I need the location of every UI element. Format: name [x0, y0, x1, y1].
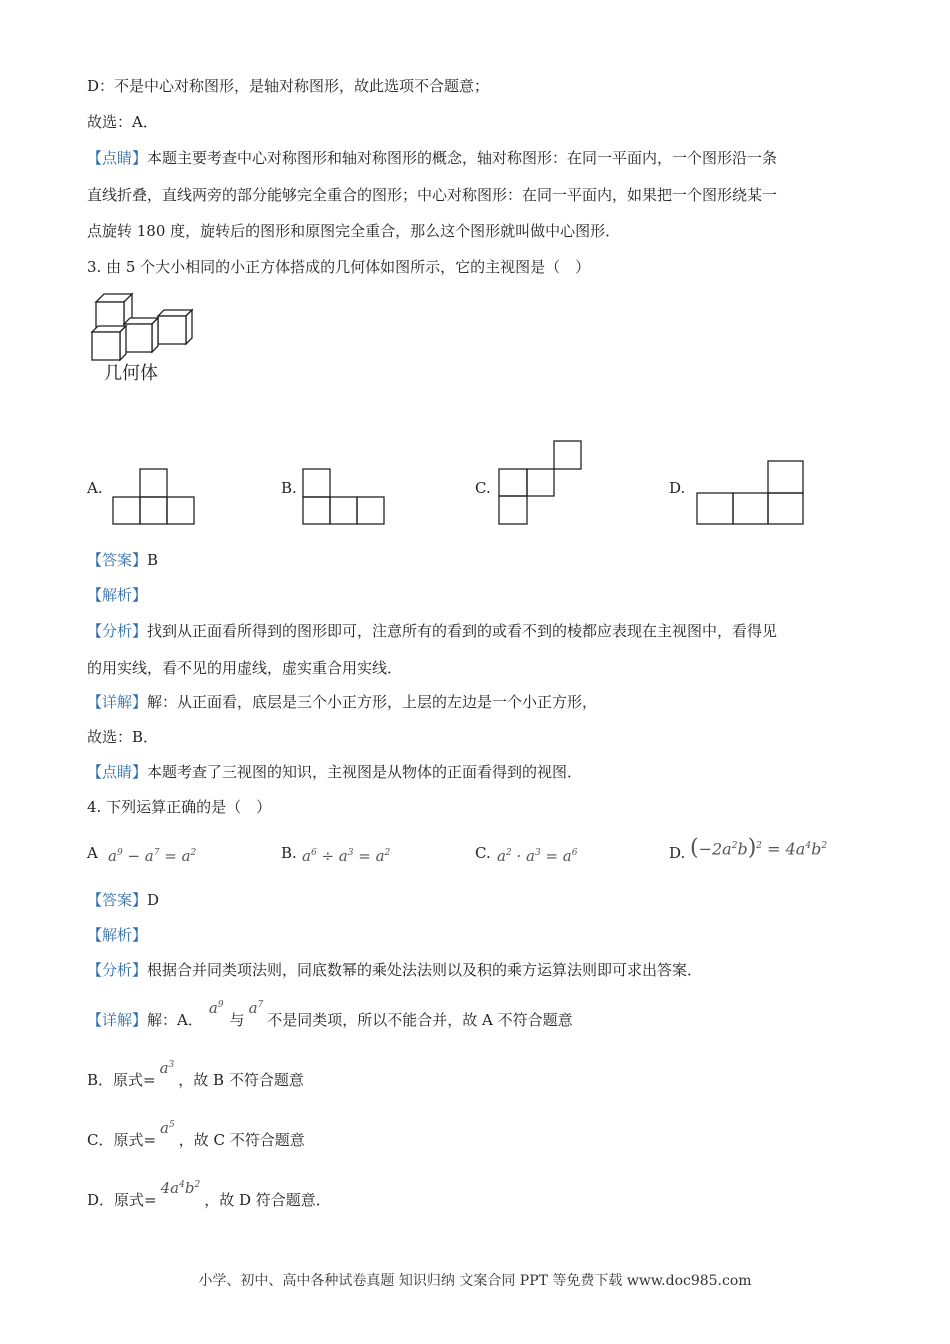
q4-option-b-formula: $a^6 \div a^3 = a^2$: [302, 847, 391, 865]
text-line: 的用实线，看不见的用虚线，虚实重合用实线．: [87, 659, 403, 677]
formula: $a^3$: [159, 1059, 175, 1077]
question-4: 4. 下列运算正确的是（ ）: [87, 798, 272, 816]
section-tag: 【点睛】: [87, 763, 148, 781]
text-line: 故选：B．: [87, 728, 159, 746]
formula: $4a^4b^2$: [160, 1179, 201, 1197]
formula: $a^9$: [208, 999, 224, 1017]
option-d-label: D.: [669, 479, 686, 497]
option-a-label: A.: [87, 479, 103, 497]
text-span: 与: [229, 1011, 245, 1029]
section-tag: 【解析】: [87, 586, 148, 604]
text-line: 故选：A．: [87, 113, 158, 131]
text-span: C．原式=: [87, 1131, 157, 1149]
text-line: 直线折叠，直线两旁的部分能够完全重合的图形；中心对称图形：在同一平面内，如果把一个图形绕某一: [87, 186, 778, 204]
option-c-label: C.: [475, 479, 491, 497]
answer-line: [87, 890, 159, 910]
option-b-figure: [302, 468, 386, 526]
text-span: 不是同类项，所以不能合并，故 A 不符合题意: [267, 1011, 573, 1029]
text-line: [87, 1119, 305, 1150]
text-line: [87, 960, 702, 980]
text-line: [87, 1059, 304, 1090]
section-tag: 【解析】: [87, 926, 148, 944]
option-b-label: B.: [281, 479, 297, 497]
section-tag: 【答案】: [87, 891, 148, 909]
section-tag: 【详解】: [87, 693, 148, 711]
text-span: ，故 C 不符合题意: [178, 1131, 305, 1149]
text-line: [87, 621, 777, 641]
option-c-figure: [498, 440, 584, 526]
text-span: ，故 B 不符合题意: [178, 1071, 304, 1089]
answer-value: D: [147, 891, 160, 909]
q4-option-b-label: B.: [281, 844, 297, 862]
formula: $a^5$: [160, 1119, 175, 1137]
formula: $a^7$: [248, 999, 264, 1017]
text-span: 本题主要考查中心对称图形和轴对称图形的概念，轴对称图形：在同一平面内，一个图形沿一条: [147, 149, 778, 167]
page-footer: 小学、初中、高中各种试卷真题 知识归纳 文案合同 PPT 等免费下载 www.doc985.com: [198, 1273, 752, 1289]
text-line: [87, 1179, 331, 1210]
section-tag: 【点睛】: [87, 149, 148, 167]
text-line: [87, 148, 777, 168]
q4-option-d-label: D.: [669, 844, 686, 862]
question-3: 3. 由 5 个大小相同的小正方体搭成的几何体如图所示，它的主视图是（ ）: [87, 258, 591, 276]
option-d-figure: [696, 460, 806, 526]
figure-caption: 几何体: [104, 363, 158, 384]
text-line: [87, 692, 597, 712]
option-a-figure: [112, 468, 196, 526]
answer-value: B: [147, 551, 159, 569]
q4-option-a-formula: $a^9 - a^7 = a^2$: [108, 847, 197, 865]
q4-option-a-label: A: [87, 844, 98, 862]
section-tag: 【答案】: [87, 551, 148, 569]
section-tag: 【分析】: [87, 961, 148, 979]
text-span: D．原式=: [87, 1191, 157, 1209]
section-tag: 【详解】: [87, 1011, 148, 1029]
text-span: 解：从正面看，底层是三个小正方形，上层的左边是一个小正方形，: [147, 693, 598, 711]
answer-line: [87, 550, 158, 570]
text-line: D：不是中心对称图形，是轴对称图形，故此选项不合题意；: [87, 77, 490, 95]
text-span: B．原式=: [87, 1071, 156, 1089]
text-span: 本题考查了三视图的知识，主视图是从物体的正面看得到的视图．: [147, 763, 583, 781]
text-line: 点旋转 180 度，旋转后的图形和原图完全重合，那么这个图形就叫做中心图形．: [87, 222, 621, 240]
q4-option-c-label: C.: [475, 844, 491, 862]
q4-option-d-formula: $(-2a^2b)^2 = 4a^4b^2$: [690, 835, 828, 861]
q4-option-c-formula: $a^2 \cdot a^3 = a^6$: [497, 847, 578, 865]
text-line: [87, 999, 573, 1030]
text-span: ，故 D 符合题意．: [204, 1191, 331, 1209]
section-tag: 【分析】: [87, 622, 148, 640]
text-span: 解：A．: [147, 1011, 203, 1029]
text-span: 找到从正面看所得到的图形即可，注意所有的看到的或看不到的棱都应表现在主视图中，看得见: [147, 622, 778, 640]
text-line: [87, 762, 582, 782]
text-span: 根据合并同类项法则，同底数幂的乘处法法则以及积的乘方运算法则即可求出答案．: [147, 961, 703, 979]
geometry-figure: [88, 290, 198, 362]
